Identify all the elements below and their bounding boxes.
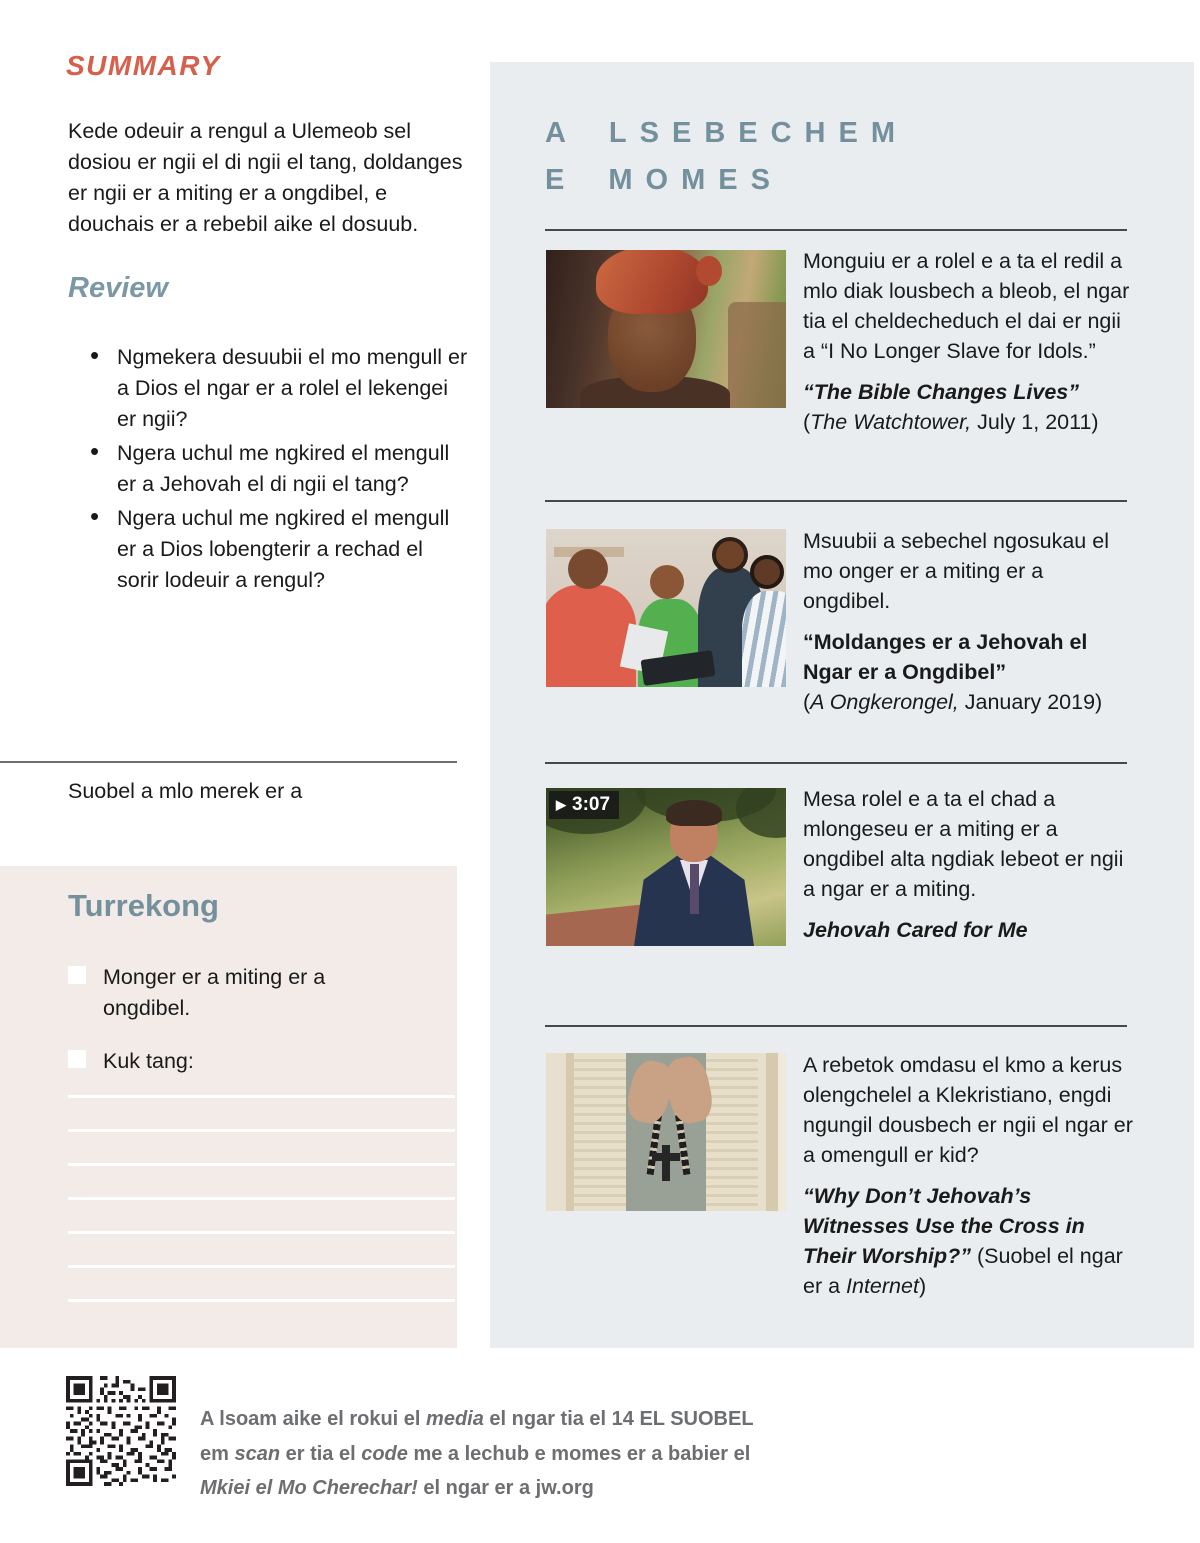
goal-checkbox-label: Monger er a miting er a ongdibel. [103,965,326,1020]
photo-background-shape [728,302,786,408]
review-heading: Review [68,272,168,304]
photo-path-shape [546,904,648,946]
video-duration: 3:07 [572,794,611,815]
lesson-completed-label: Suobel a mlo merek er a [68,779,303,803]
media-item-reference: “Why Don’t Jehovah’s Witnesses Use the Cross in Their Worship?” (Suobel el ngar er a Internet) [803,1184,1123,1298]
goal-checkbox-row [68,1046,408,1077]
photo-face-shape [650,565,684,599]
media-item-text [803,246,1133,437]
review-question: • Ngera uchul me ngkired el mengull er a Jehovah el di ngii el tang? [90,438,470,500]
photo-face-shape [568,549,608,589]
media-item-text [803,526,1133,717]
media-panel-heading-line2: E MOMES [545,164,783,196]
media-item-text [803,784,1133,945]
media-item-reference: “The Bible Changes Lives” (The Watchtower, July 1, 2011) [803,380,1099,434]
writing-line [68,1197,455,1200]
media-item-description: Monguiu er a rolel e a ta el redil a mlo diak lousbech a bleob, el ngar tia el cheldecheduch el dai er ngii a “I No Longer Slave for Idols.” [803,249,1130,363]
media-item-description: Msuubii a sebechel ngosukau el mo onger er a miting er a ongdibel. [803,529,1109,613]
family-bible-study-photo [546,529,786,687]
photo-figure-shape [742,591,786,687]
photo-hair-shape [666,800,722,826]
cross-icon [652,1153,680,1161]
photo-headwrap-shape [696,256,722,286]
left-column-divider [0,761,457,763]
goal-box [0,866,457,1348]
media-item-separator [545,1025,1127,1027]
summary-heading: SUMMARY [66,50,221,81]
footer-instructions: A lsoam aike el rokui el media el ngar tia el 14 EL SUOBEL em scan er tia el code me a lechub e momes er a babier el Mkiei el Mo Cherechar! el ngar er a jw.org [200,1408,754,1499]
photo-face-shape [750,555,784,589]
media-panel-heading [545,110,908,204]
qr-code-graphic [66,1376,176,1486]
media-item-separator [545,500,1127,502]
cross-icon [662,1145,670,1181]
writing-line [68,1129,455,1132]
photo-foliage-shape [736,788,786,838]
play-icon: ▶ [556,797,566,812]
writing-line [68,1095,455,1098]
review-question: • Ngmekera desuubii el mo mengull er a Dios el ngar er a rolel el lekengei er ngii? [90,342,470,435]
hands-holding-rosary-cross-photo [546,1053,786,1211]
goal-checkbox[interactable] [68,966,86,984]
writing-line [68,1231,455,1234]
photo-headwrap-shape [596,250,708,314]
media-item-description: A rebetok omdasu el kmo a kerus olengchelel a Klekristiano, engdi ngungil dousbech er ngii el ngar er a omengull er kid? [803,1053,1133,1167]
goal-checkbox-label: Kuk tang: [103,1049,194,1073]
media-item-text [803,1050,1133,1301]
review-question-list [90,342,470,599]
media-item-separator [545,762,1127,764]
writing-line [68,1299,455,1302]
writing-line [68,1265,455,1268]
photo-shawl-shape [706,1053,758,1211]
summary-paragraph: Kede odeuir a rengul a Ulemeob sel dosiou er ngii el di ngii el tang, doldanges er ngii er a miting er a ongdibel, e douchais er a rebebil aike el dosuub. [68,119,463,236]
photo-tie-shape [690,864,699,914]
media-item-separator [545,229,1127,231]
man-in-suit-interview-video-thumbnail[interactable] [546,788,786,946]
photo-face-shape [712,537,748,573]
goal-checkbox[interactable] [68,1050,86,1068]
goal-checkbox-row [68,962,408,1024]
media-item-reference: “Moldanges er a Jehovah el Ngar er a Ongdibel” (A Ongkerongel, January 2019) [803,630,1103,714]
media-panel-heading-line1: A LSEBECHEM [545,117,908,149]
media-item-description: Mesa rolel e a ta el chad a mlongeseu er a miting er a ongdibel alta ngdiak lebeot er ngii a ngar er a miting. [803,787,1124,901]
photo-shawl-shape [574,1053,626,1211]
media-item-reference: Jehovah Cared for Me [803,918,1028,942]
woman-orange-headwrap-photo [546,250,786,408]
writing-line [68,1163,455,1166]
qr-code [66,1376,176,1486]
goal-heading: Turrekong [68,888,219,923]
review-question: • Ngera uchul me ngkired el mengull er a Dios lobengterir a rechad el sorir lodeuir a rengul? [90,503,470,596]
photo-figure-shape [546,585,636,687]
video-duration-badge [549,791,619,819]
media-panel [490,62,1194,1348]
